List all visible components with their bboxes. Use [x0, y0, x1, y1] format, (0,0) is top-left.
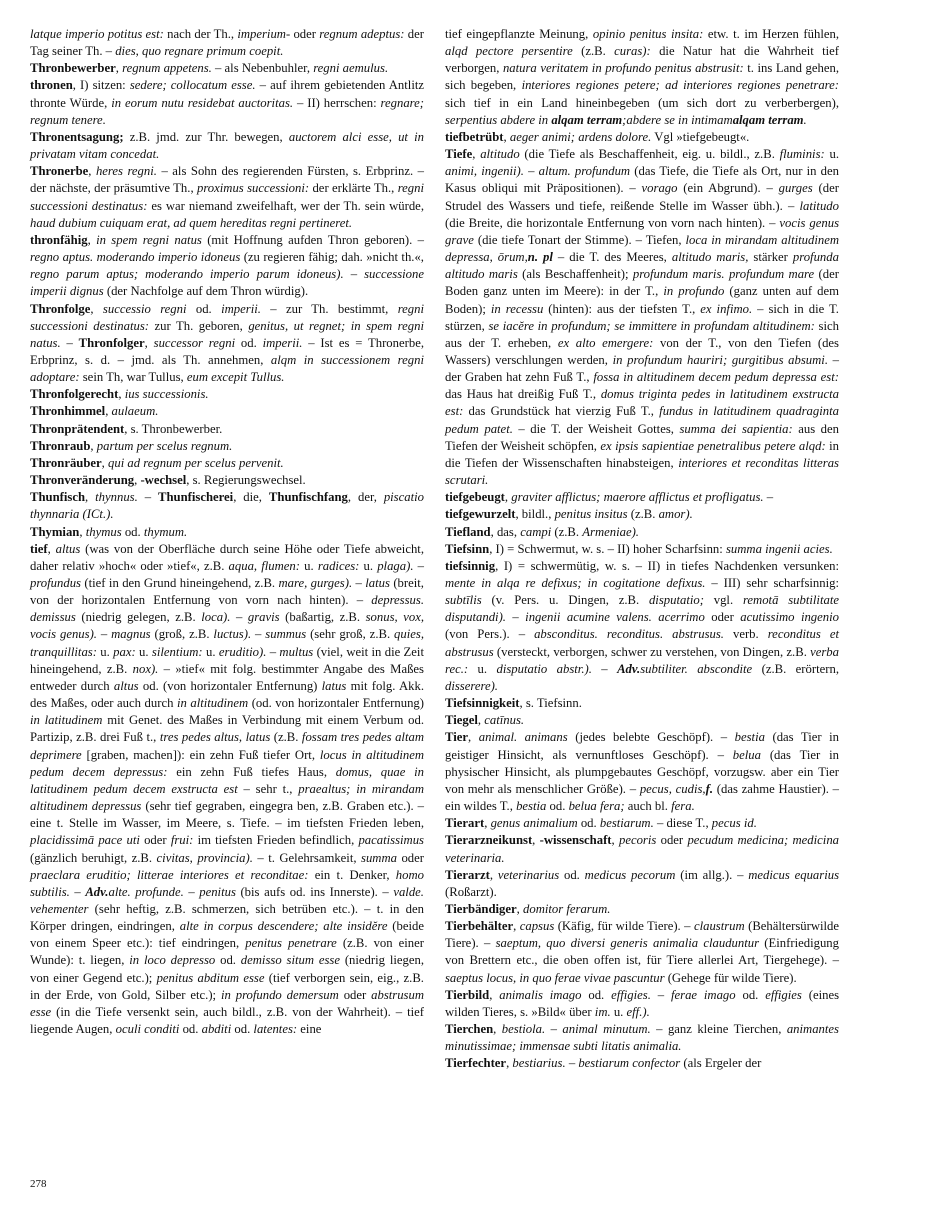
dictionary-entry: Thronveränderung, -wechsel, s. Regierungswechsel. [30, 473, 306, 488]
dictionary-entry: Thronerbe, heres regni. – als Sohn des regierenden Fürsten, s. Erbprinz. – der nächste, der präsumtive Th., proximus successioni: der erklärte Th., regni successioni destinatus: es war niemand zweifelhaft, wer der Th. sein würde, haud dubium cuiquam erat, ad quem hereditas regni pertineret. [30, 164, 425, 230]
dictionary-entry: Tierarzneikunst, -wissenschaft, pecoris oder pecudum medicina; medicina veterinaria. [445, 833, 840, 865]
dictionary-entry: Tierbehälter, capsus (Käfig, für wilde Tiere). – claustrum (Behältersürwilde Tiere). – saeptum, quo diversi generis animalia clauduntur (Einfriedigung von Brettern etc., die oben offen ist, für Tiere allerlei Art, Tiergehege). – saeptus locus, in quo ferae vivae pascuntur (Gehege für wilde Tiere). [445, 919, 840, 985]
dictionary-entry: Tiegel, catīnus. [445, 713, 525, 728]
dictionary-entry: Thronbewerber, regnum appetens. – als Nebenbuhler, regni aemulus. [30, 61, 389, 76]
dictionary-entry: Thronentsagung; z.B. jmd. zur Thr. bewegen, auctorem alci esse, ut in privatam vitam concedat. [30, 129, 424, 162]
dictionary-entry: Thymian, thymus od. thymum. [30, 524, 188, 539]
dictionary-entry: Tierart, genus animalium od. bestiarum. – diese T., pecus id. [445, 816, 757, 831]
dictionary-entry: Thronfolgerecht, ius successionis. [30, 387, 209, 402]
dictionary-entry: Tierfechter, bestiarius. – bestiarum confector (als Ergeler der [445, 1056, 762, 1071]
dictionary-entry: Thunfisch, thynnus. – Thunfischerei, die, Thunfischfang, der, piscatio thynnaria (ICt.). [30, 490, 424, 522]
dictionary-entry: Tierbild, animalis imago od. effigies. – ferae imago od. effigies (eines wilden Tieres, s. »Bild« über im. u. eff.). [445, 987, 840, 1019]
dictionary-entry: Tierchen, bestiola. – animal minutum. – ganz kleine Tierchen, animantes minutissimae; immensae subti litatis animalia. [445, 1022, 839, 1054]
dictionary-entry: tiefsinnig, I) = schwermütig, w. s. – II) in tiefes Nachdenken versunken: mente in alqa re defixus; in cogitatione defixus. – III) sehr scharfsinnig: subtīlis (v. Pers. u. Dingen, z.B. disputatio; vgl. remotā subtilitate disputandi). – ingenii acumine valens. acerrimo oder acutissimo ingenio (von Pers.). – absconditus. reconditus. abstrusus. verb. reconditus et abstrusus (versteckt, verborgen, schwer zu verstehen, von Dingen, z.B. verba rec.: u. disputatio abstr.). – Adv.subtiliter. abscondite (z.B. erörtern, disserere). [445, 558, 840, 693]
dictionary-entry: tiefgewurzelt, bildl., penitus insitus (z.B. amor). [445, 507, 693, 522]
left-column [30, 26, 424, 1038]
dictionary-entry: tiefbetrübt, aeger animi; ardens dolore. Vgl »tiefgebeugt«. [445, 129, 750, 144]
right-column [445, 26, 839, 1073]
dictionary-entry: Tier, animal. animans (jedes belebte Geschöpf). – bestia (das Tier in geistiger Hinsicht, als vernunftloses Geschöpf). – belua (das Tier in physischer Hinsicht, als plumpgebautes Geschöpf, vorzugsw. aber ein Tier von mehr als menschlicher Größe). – pecus, cudis,f. (das zahme Haustier). – ein wildes T., bestia od. belua fera; auch bl. fera. [445, 730, 840, 814]
dictionary-entry: latque imperio potitus est: nach der Th., imperium- oder regnum adeptus: der Tag seiner Th. – dies, quo regnare primum coepit. [30, 27, 425, 59]
dictionary-entry: Thronprätendent, s. Thronbewerber. [30, 421, 223, 436]
dictionary-entry: Thronräuber, qui ad regnum per scelus pervenit. [30, 455, 284, 470]
dictionary-entry: tief eingepflanzte Meinung, opinio penitus insita: etw. t. im Herzen fühlen, alqd pectore persentire (z.B. curas): die Natur hat die Wahrheit tief verborgen, natura veritatem in profundo penitus abstrusit: t. ins Land gehen, sich begeben, interiores regiones petere; ad interiores regiones penetrare: sich tief in ein Land hineinbegeben (um sich dort zu verberbergen), serpentius abdere in alqam terram;abdere se in intimamalqam terram. [445, 27, 840, 127]
dictionary-entry: thronen, I) sitzen: sedere; collocatum esse. – auf ihrem gebietenden Antlitz thronte Würde, in eorum nutu residebat auctoritas. – II) herrschen: regnare; regnum tenere. [30, 78, 424, 127]
dictionary-entry: Tierbändiger, domitor ferarum. [445, 901, 611, 916]
dictionary-entry: Thronraub, partum per scelus regnum. [30, 438, 233, 453]
dictionary-entry: Tierarzt, veterinarius od. medicus pecorum (im allg.). – medicus equarius (Roßarzt). [445, 867, 840, 899]
dictionary-entry: Tiefe, altitudo (die Tiefe als Beschaffenheit, eig. u. bildl., z.B. fluminis: u. animi, ingenii). – altum. profundum (das Tiefe, die Tiefe als Ort, nur in den Kasus obliqui mit Präpositionen). – vorago (ein Abgrund). – gurges (der Strudel des Wassers und tiefe, reißende Stelle im Wasser übh.). – latitudo (die Breite, die horizontale Entfernung von vorn nach hinten). – vocis genus grave (die tiefe Tonart der Stimme). – Tiefen, loca in mirandam altitudinem depressa, ōrum,n. pl – die T. des Meeres, altitudo maris, stärker profunda altitudo maris (als Beschaffenheit); profundum maris. profundum mare (der Boden ganz unten im Meere): in der T., in profundo (ganz unten auf dem Boden); in recessu (hinten): aus der tiefsten T., ex infimo. – sich in die T. stürzen, se iacĕre in profundum; se immittere in profundam altitudinem: sich aus der T. erheben, ex alto emergere: von der T., von den Tiefen (des Wassers) verschlungen werden, in profundum hauriri; gurgitibus absumi. – der Graben hat zehn Fuß T., fossa in altitudinem decem pedum depressa est: das Haus hat dreißig Fuß T., domus triginta pedes in latitudinem exstructa est: das Grundstück hat vierzig Fuß T., fundus in latitudinem quadraginta pedum patet. – die T. der Weisheit Gottes, summa dei sapientia: aus den Tiefen der Weisheit schöpfen, ex ipsis sapientiae penetralibus petere alqd: in die Tiefen der Wissenschaften hinabsteigen, interiores et reconditas litteras scrutari. [445, 147, 840, 488]
dictionary-entry: Thronfolge, successio regni od. imperii. – zur Th. bestimmt, regni successioni destinatus: zur Th. geboren, genitus, ut regnet; in spem regni natus. – Thronfolger, successor regni od. imperii. – Ist es = Thronerbe, Erbprinz, s. d. – jmd. als Th. annehmen, alqm in successionem regni adoptare: sein Th, war Tullus, eum excepit Tullus. [30, 301, 424, 385]
dictionary-entry: Tiefsinn, I) = Schwermut, w. s. – II) hoher Scharfsinn: summa ingenii acies. [445, 541, 833, 556]
dictionary-entry: thronfähig, in spem regni natus (mit Hoffnung aufden Thron geboren). – regno aptus. moderando imperio idoneus (zu regieren fähig; dah. »nicht th.«, regno parum aptus; moderando imperio parum idoneus). – successione imperii dignus (der Nachfolge auf dem Thron würdig). [30, 232, 425, 299]
dictionary-entry: Tiefsinnigkeit, s. Tiefsinn. [445, 696, 582, 711]
dictionary-entry: tief, altus (was von der Oberfläche durch seine Höhe oder Tiefe abweicht, daher relativ »hoch« oder »tief«, z.B. aqua, flumen: u. radices: u. plaga). – profundus (tief in den Grund hineingehend, z.B. mare, gurges). – latus (breit, von der horizontalen Entfernung von vorn nach hinten). – depressus. demissus (niedrig gelegen, z.B. loca). – gravis (baßartig, z.B. sonus, vox, vocis genus). – magnus (groß, z.B. luctus). – summus (sehr groß, z.B. quies, tranquillitas: u. pax: u. silentium: u. eruditio). – multus (viel, weit in die Zeit hineingehend, z.B. nox). – »tief« mit folg. bestimmter Angabe des Maßes entweder durch altus od. (von horizontaler Entfernung) latus mit folg. Akk. des Maßes, oder auch durch in altitudinem (od. von horizontaler Entfernung) in latitudinem mit Genet. des Maßes in Verbindung mit einem Verbum od. Partizip, z.B. drei Fuß t., tres pedes altus, latus (z.B. fossam tres pedes altam deprimere [graben, machen]): ein zehn Fuß tiefer Ort, locus in altitudinem pedum decem depressus: ein zehn Fuß tiefes Haus, domus, quae in latitudinem pedum decem exstructa est – sehr t., praealtus; in mirandam altitudinem depressus (sehr tief gegraben, eingegra ben, z.B. Graben etc.). – eine t. Stelle im Wasser, im Meere, s. Tiefe. – im tiefsten Frieden leben, placidissimā pace uti oder frui: im tiefsten Frieden befindlich, pacatissimus (gänzlich beruhigt, z.B. civitas, provincia). – t. Gelehrsamkeit, summa oder praeclara eruditio; litterae interiores et reconditae: ein t. Denker, homo subtilis. – Adv.alte. profunde. – penitus (bis aufs od. ins Innerste). – valde. vehementer (sehr heftig, z.B. schmerzen, sich betrüben etc.). – t. in den Körper dringen, eindringen, alte in corpus descendere; alte insidĕre (beide von einem Speer etc.): tief eindringen, penitus penetrare (z.B. von einer Wunde): t. liegen, in loco depresso od. demisso situm esse (niedrig liegen, von einer Gegend etc.); penitus abditum esse (tief verborgen sein, eig., z.B. in der Erde, von Gold, Silber etc.); in profundo demersum oder abstrusum esse (in die Tiefe versenkt sein, auch bildl., z.B. von der Wahrheit). – tief liegende Augen, oculi conditi od. abditi od. latentes: eine [30, 541, 425, 1037]
page-number: 278 [30, 1178, 47, 1190]
dictionary-entry: tiefgebeugt, graviter afflictus; maerore afflictus et profligatus. – [445, 490, 774, 505]
dictionary-entry: Thronhimmel, aulaeum. [30, 404, 159, 419]
dictionary-entry: Tiefland, das, campi (z.B. Armeniae). [445, 524, 639, 539]
